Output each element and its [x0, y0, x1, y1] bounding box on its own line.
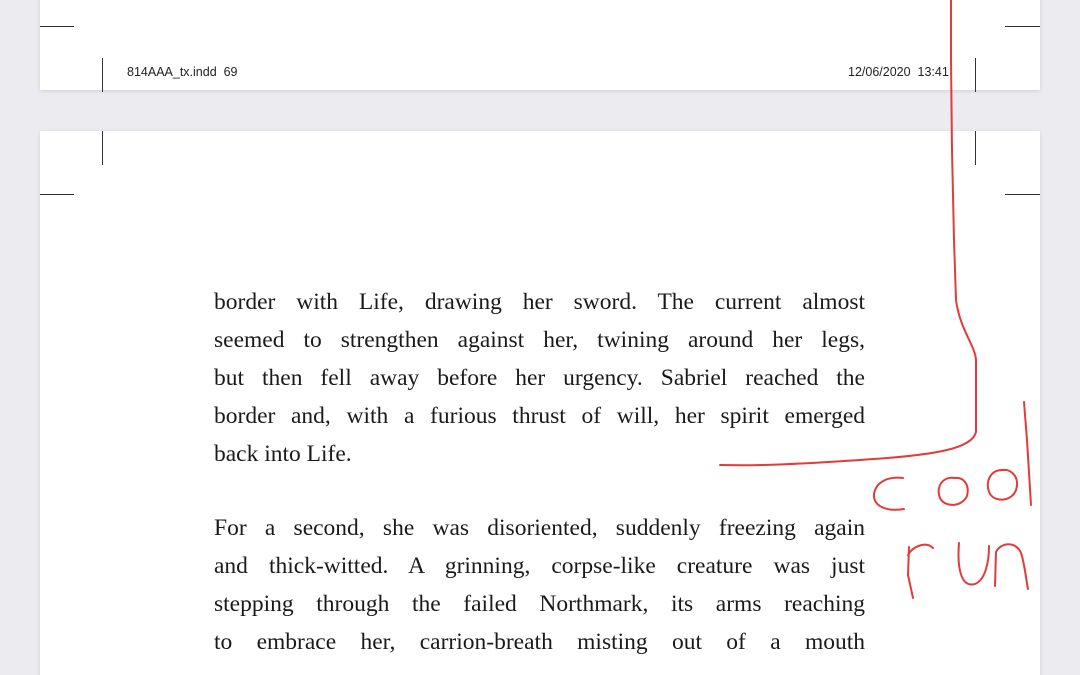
book-page [40, 131, 1040, 675]
crop-mark [1005, 194, 1040, 195]
crop-mark [102, 58, 103, 92]
text-line: For a second, she was disoriented, suddenly freezing again [214, 515, 865, 541]
text-line: and thick-witted. A grinning, corpse-like creature was just [214, 553, 865, 579]
text-line: stepping through the failed Northmark, its arms reaching [214, 591, 865, 617]
text-line-partial [214, 661, 865, 675]
paragraph-2 [214, 509, 865, 675]
text-line: border with Life, drawing her sword. The current almost [214, 289, 865, 315]
text-line: seemed to strengthen against her, twining around her legs, [214, 327, 865, 353]
crop-mark [102, 131, 103, 165]
crop-mark [975, 58, 976, 92]
crop-mark [1005, 26, 1040, 27]
slug-datetime: 12/06/2020 13:41 [848, 65, 949, 79]
paragraph-1 [214, 283, 865, 473]
crop-mark [40, 26, 74, 27]
slug-filename: 814AAA_tx.indd 69 [127, 65, 238, 79]
previous-page [40, 0, 1040, 90]
crop-mark [975, 131, 976, 165]
text-line: back into Life. [214, 441, 352, 467]
text-line: border and, with a furious thrust of will, her spirit emerged [214, 403, 865, 429]
text-line: to embrace her, carrion-breath misting out of a mouth [214, 629, 865, 655]
crop-mark [40, 194, 74, 195]
text-line: but then fell away before her urgency. Sabriel reached the [214, 365, 865, 391]
